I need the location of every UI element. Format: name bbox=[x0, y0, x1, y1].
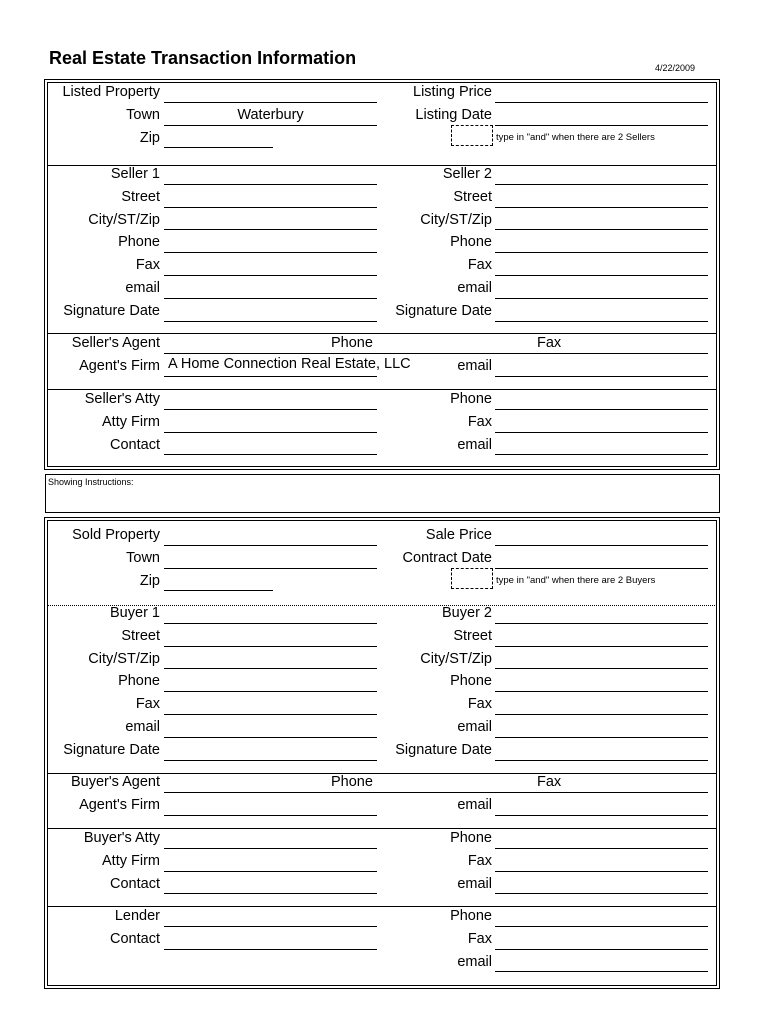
form-row bbox=[0, 163, 770, 186]
form-row bbox=[0, 81, 770, 104]
field-fax[interactable] bbox=[495, 412, 708, 433]
section-buyer-atty bbox=[0, 827, 770, 895]
field-phone[interactable] bbox=[164, 232, 377, 253]
label-atty-firm: Atty Firm bbox=[102, 852, 160, 869]
field-town[interactable] bbox=[164, 548, 377, 569]
label-atty-firm: Atty Firm bbox=[102, 413, 160, 430]
label-street: Street bbox=[121, 627, 160, 644]
field-signature-date[interactable] bbox=[495, 740, 708, 761]
label-email: email bbox=[125, 718, 160, 735]
label-sold-property: Sold Property bbox=[72, 527, 160, 543]
label-email: email bbox=[457, 279, 492, 296]
section-sellers bbox=[0, 163, 770, 323]
field-town[interactable] bbox=[164, 105, 377, 126]
label-email: email bbox=[457, 718, 492, 735]
form-row bbox=[0, 547, 770, 570]
label-email: email bbox=[457, 796, 492, 813]
form-row bbox=[0, 648, 770, 671]
field-fax[interactable] bbox=[164, 694, 377, 715]
section-lender bbox=[0, 905, 770, 973]
form-row bbox=[0, 524, 770, 547]
label-fax: Fax bbox=[467, 257, 492, 274]
phone-label: Phone bbox=[331, 334, 373, 351]
form-row bbox=[0, 670, 770, 693]
label-email: email bbox=[125, 279, 160, 296]
label-zip: Zip bbox=[139, 572, 160, 589]
label-street: Street bbox=[121, 188, 160, 205]
form-row bbox=[0, 794, 770, 817]
label-town: Town bbox=[126, 549, 160, 566]
label-phone: Phone bbox=[450, 908, 492, 924]
label-email: email bbox=[457, 875, 492, 892]
label-agent-s-firm: Agent's Firm bbox=[79, 357, 160, 374]
field-email[interactable] bbox=[495, 951, 708, 972]
form-row bbox=[0, 693, 770, 716]
label-fax: Fax bbox=[467, 930, 492, 947]
form-row bbox=[0, 209, 770, 232]
field-contact[interactable] bbox=[164, 929, 377, 950]
field-contract-date[interactable] bbox=[495, 548, 708, 569]
form-date: 4/22/2009 bbox=[655, 63, 696, 73]
label-contact: Contact bbox=[110, 930, 160, 947]
label-seller-2: Seller 2 bbox=[442, 166, 492, 182]
section-seller-atty bbox=[0, 388, 770, 456]
field-agent-s-firm[interactable] bbox=[164, 795, 377, 816]
label-city-st-zip: City/ST/Zip bbox=[88, 650, 160, 667]
label-listing-date: Listing Date bbox=[415, 106, 492, 123]
label-fax: Fax bbox=[467, 696, 492, 713]
field-atty-firm[interactable] bbox=[164, 851, 377, 872]
section-sold bbox=[0, 524, 770, 592]
form-row bbox=[0, 434, 770, 457]
label-signature-date: Signature Date bbox=[63, 302, 160, 319]
and-input-box[interactable] bbox=[451, 568, 493, 589]
form-row bbox=[0, 277, 770, 300]
form-row bbox=[0, 928, 770, 951]
field-zip[interactable] bbox=[164, 570, 273, 591]
field-fax[interactable] bbox=[164, 255, 377, 276]
section-seller-agent bbox=[0, 332, 770, 378]
form-row bbox=[0, 231, 770, 254]
field-buyer-2[interactable] bbox=[495, 603, 708, 624]
fax-label: Fax bbox=[537, 334, 562, 351]
field-city-st-zip[interactable] bbox=[164, 648, 377, 669]
field-contact[interactable] bbox=[164, 434, 377, 455]
label-signature-date: Signature Date bbox=[63, 741, 160, 758]
field-phone[interactable] bbox=[164, 671, 377, 692]
label-email: email bbox=[457, 953, 492, 970]
showing-instructions-label: Showing Instructions: bbox=[48, 477, 134, 487]
form-row bbox=[0, 411, 770, 434]
form-row bbox=[0, 127, 770, 150]
field-seller-s-atty[interactable] bbox=[164, 389, 377, 410]
form-row bbox=[0, 388, 770, 411]
label-agent-s-firm: Agent's Firm bbox=[79, 796, 160, 813]
field-buyer-1[interactable] bbox=[164, 603, 377, 624]
label-email: email bbox=[457, 436, 492, 453]
form-row bbox=[0, 850, 770, 873]
field-signature-date[interactable] bbox=[164, 740, 377, 761]
field-email[interactable] bbox=[495, 356, 708, 377]
label-phone: Phone bbox=[450, 234, 492, 251]
field-phone[interactable] bbox=[495, 671, 708, 692]
and-note: type in "and" when there are 2 Buyers bbox=[496, 574, 656, 586]
field-seller-2[interactable] bbox=[495, 164, 708, 185]
label-fax: Fax bbox=[467, 852, 492, 869]
phone-label: Phone bbox=[331, 773, 373, 790]
field-fax[interactable] bbox=[495, 851, 708, 872]
form-row bbox=[0, 771, 770, 794]
field-email[interactable] bbox=[495, 278, 708, 299]
form-row bbox=[0, 951, 770, 974]
field-buyer-s-agent[interactable] bbox=[164, 772, 708, 793]
field-email[interactable] bbox=[495, 795, 708, 816]
field-fax[interactable] bbox=[495, 929, 708, 950]
field-phone[interactable] bbox=[495, 232, 708, 253]
label-sale-price: Sale Price bbox=[425, 527, 492, 543]
label-buyer-s-agent: Buyer's Agent bbox=[70, 774, 160, 790]
fax-label: Fax bbox=[537, 773, 562, 790]
label-phone: Phone bbox=[450, 391, 492, 407]
field-city-st-zip[interactable] bbox=[164, 209, 377, 230]
label-street: Street bbox=[453, 627, 492, 644]
label-buyer-2: Buyer 2 bbox=[442, 605, 492, 621]
label-fax: Fax bbox=[135, 257, 160, 274]
field-street[interactable] bbox=[164, 626, 377, 647]
label-phone: Phone bbox=[118, 234, 160, 251]
label-contract-date: Contract Date bbox=[402, 549, 492, 566]
and-note: type in "and" when there are 2 Sellers bbox=[496, 131, 655, 143]
label-buyer-s-atty: Buyer's Atty bbox=[83, 830, 160, 846]
form-row bbox=[0, 827, 770, 850]
field-seller-s-agent[interactable] bbox=[164, 333, 708, 354]
label-fax: Fax bbox=[467, 413, 492, 430]
field-signature-date[interactable] bbox=[495, 301, 708, 322]
form-row bbox=[0, 602, 770, 625]
label-signature-date: Signature Date bbox=[395, 302, 492, 319]
field-buyer-s-atty[interactable] bbox=[164, 828, 377, 849]
field-email[interactable] bbox=[164, 278, 377, 299]
form-row bbox=[0, 300, 770, 323]
section-listing bbox=[0, 81, 770, 149]
and-input-box[interactable] bbox=[451, 125, 493, 146]
label-contact: Contact bbox=[110, 875, 160, 892]
field-listing-price[interactable] bbox=[495, 82, 708, 103]
form-row bbox=[0, 332, 770, 355]
label-buyer-1: Buyer 1 bbox=[110, 605, 160, 621]
section-buyer-agent bbox=[0, 771, 770, 817]
section-buyers bbox=[0, 602, 770, 762]
label-listed-property: Listed Property bbox=[62, 84, 160, 100]
label-signature-date: Signature Date bbox=[395, 741, 492, 758]
field-zip[interactable] bbox=[164, 127, 273, 148]
label-seller-1: Seller 1 bbox=[110, 166, 160, 182]
field-sale-price[interactable] bbox=[495, 525, 708, 546]
field-listed-property[interactable] bbox=[164, 82, 377, 103]
field-fax[interactable] bbox=[495, 255, 708, 276]
label-city-st-zip: City/ST/Zip bbox=[88, 211, 160, 228]
field-email[interactable] bbox=[495, 434, 708, 455]
field-street[interactable] bbox=[495, 187, 708, 208]
showing-instructions-field[interactable] bbox=[45, 474, 720, 513]
field-lender[interactable] bbox=[164, 906, 377, 927]
field-email[interactable] bbox=[495, 717, 708, 738]
form-row bbox=[0, 625, 770, 648]
field-seller-1[interactable] bbox=[164, 164, 377, 185]
field-value: Waterbury bbox=[237, 106, 304, 123]
label-city-st-zip: City/ST/Zip bbox=[420, 211, 492, 228]
form-row bbox=[0, 873, 770, 896]
label-lender: Lender bbox=[114, 908, 160, 924]
field-city-st-zip[interactable] bbox=[495, 648, 708, 669]
field-sold-property[interactable] bbox=[164, 525, 377, 546]
field-phone[interactable] bbox=[495, 828, 708, 849]
label-listing-price: Listing Price bbox=[413, 84, 492, 100]
label-seller-s-atty: Seller's Atty bbox=[84, 391, 160, 407]
field-street[interactable] bbox=[164, 187, 377, 208]
label-contact: Contact bbox=[110, 436, 160, 453]
label-phone: Phone bbox=[118, 673, 160, 690]
form-row bbox=[0, 104, 770, 127]
label-town: Town bbox=[126, 106, 160, 123]
form-row bbox=[0, 355, 770, 378]
field-city-st-zip[interactable] bbox=[495, 209, 708, 230]
label-phone: Phone bbox=[450, 830, 492, 846]
agents-firm-value: A Home Connection Real Estate, LLC bbox=[168, 355, 411, 372]
form-row bbox=[0, 716, 770, 739]
form-title: Real Estate Transaction Information bbox=[49, 48, 357, 68]
field-fax[interactable] bbox=[495, 694, 708, 715]
field-phone[interactable] bbox=[495, 389, 708, 410]
form-row bbox=[0, 254, 770, 277]
form-row bbox=[0, 570, 770, 593]
label-fax: Fax bbox=[135, 696, 160, 713]
form-row bbox=[0, 186, 770, 209]
field-contact[interactable] bbox=[164, 873, 377, 894]
label-email: email bbox=[457, 357, 492, 374]
field-signature-date[interactable] bbox=[164, 301, 377, 322]
label-zip: Zip bbox=[139, 129, 160, 146]
field-phone[interactable] bbox=[495, 906, 708, 927]
label-street: Street bbox=[453, 188, 492, 205]
field-listing-date[interactable] bbox=[495, 105, 708, 126]
field-email[interactable] bbox=[495, 873, 708, 894]
field-atty-firm[interactable] bbox=[164, 412, 377, 433]
form-row bbox=[0, 739, 770, 762]
field-street[interactable] bbox=[495, 626, 708, 647]
field-email[interactable] bbox=[164, 717, 377, 738]
label-phone: Phone bbox=[450, 673, 492, 690]
label-seller-s-agent: Seller's Agent bbox=[71, 335, 160, 351]
label-city-st-zip: City/ST/Zip bbox=[420, 650, 492, 667]
form-row bbox=[0, 905, 770, 928]
